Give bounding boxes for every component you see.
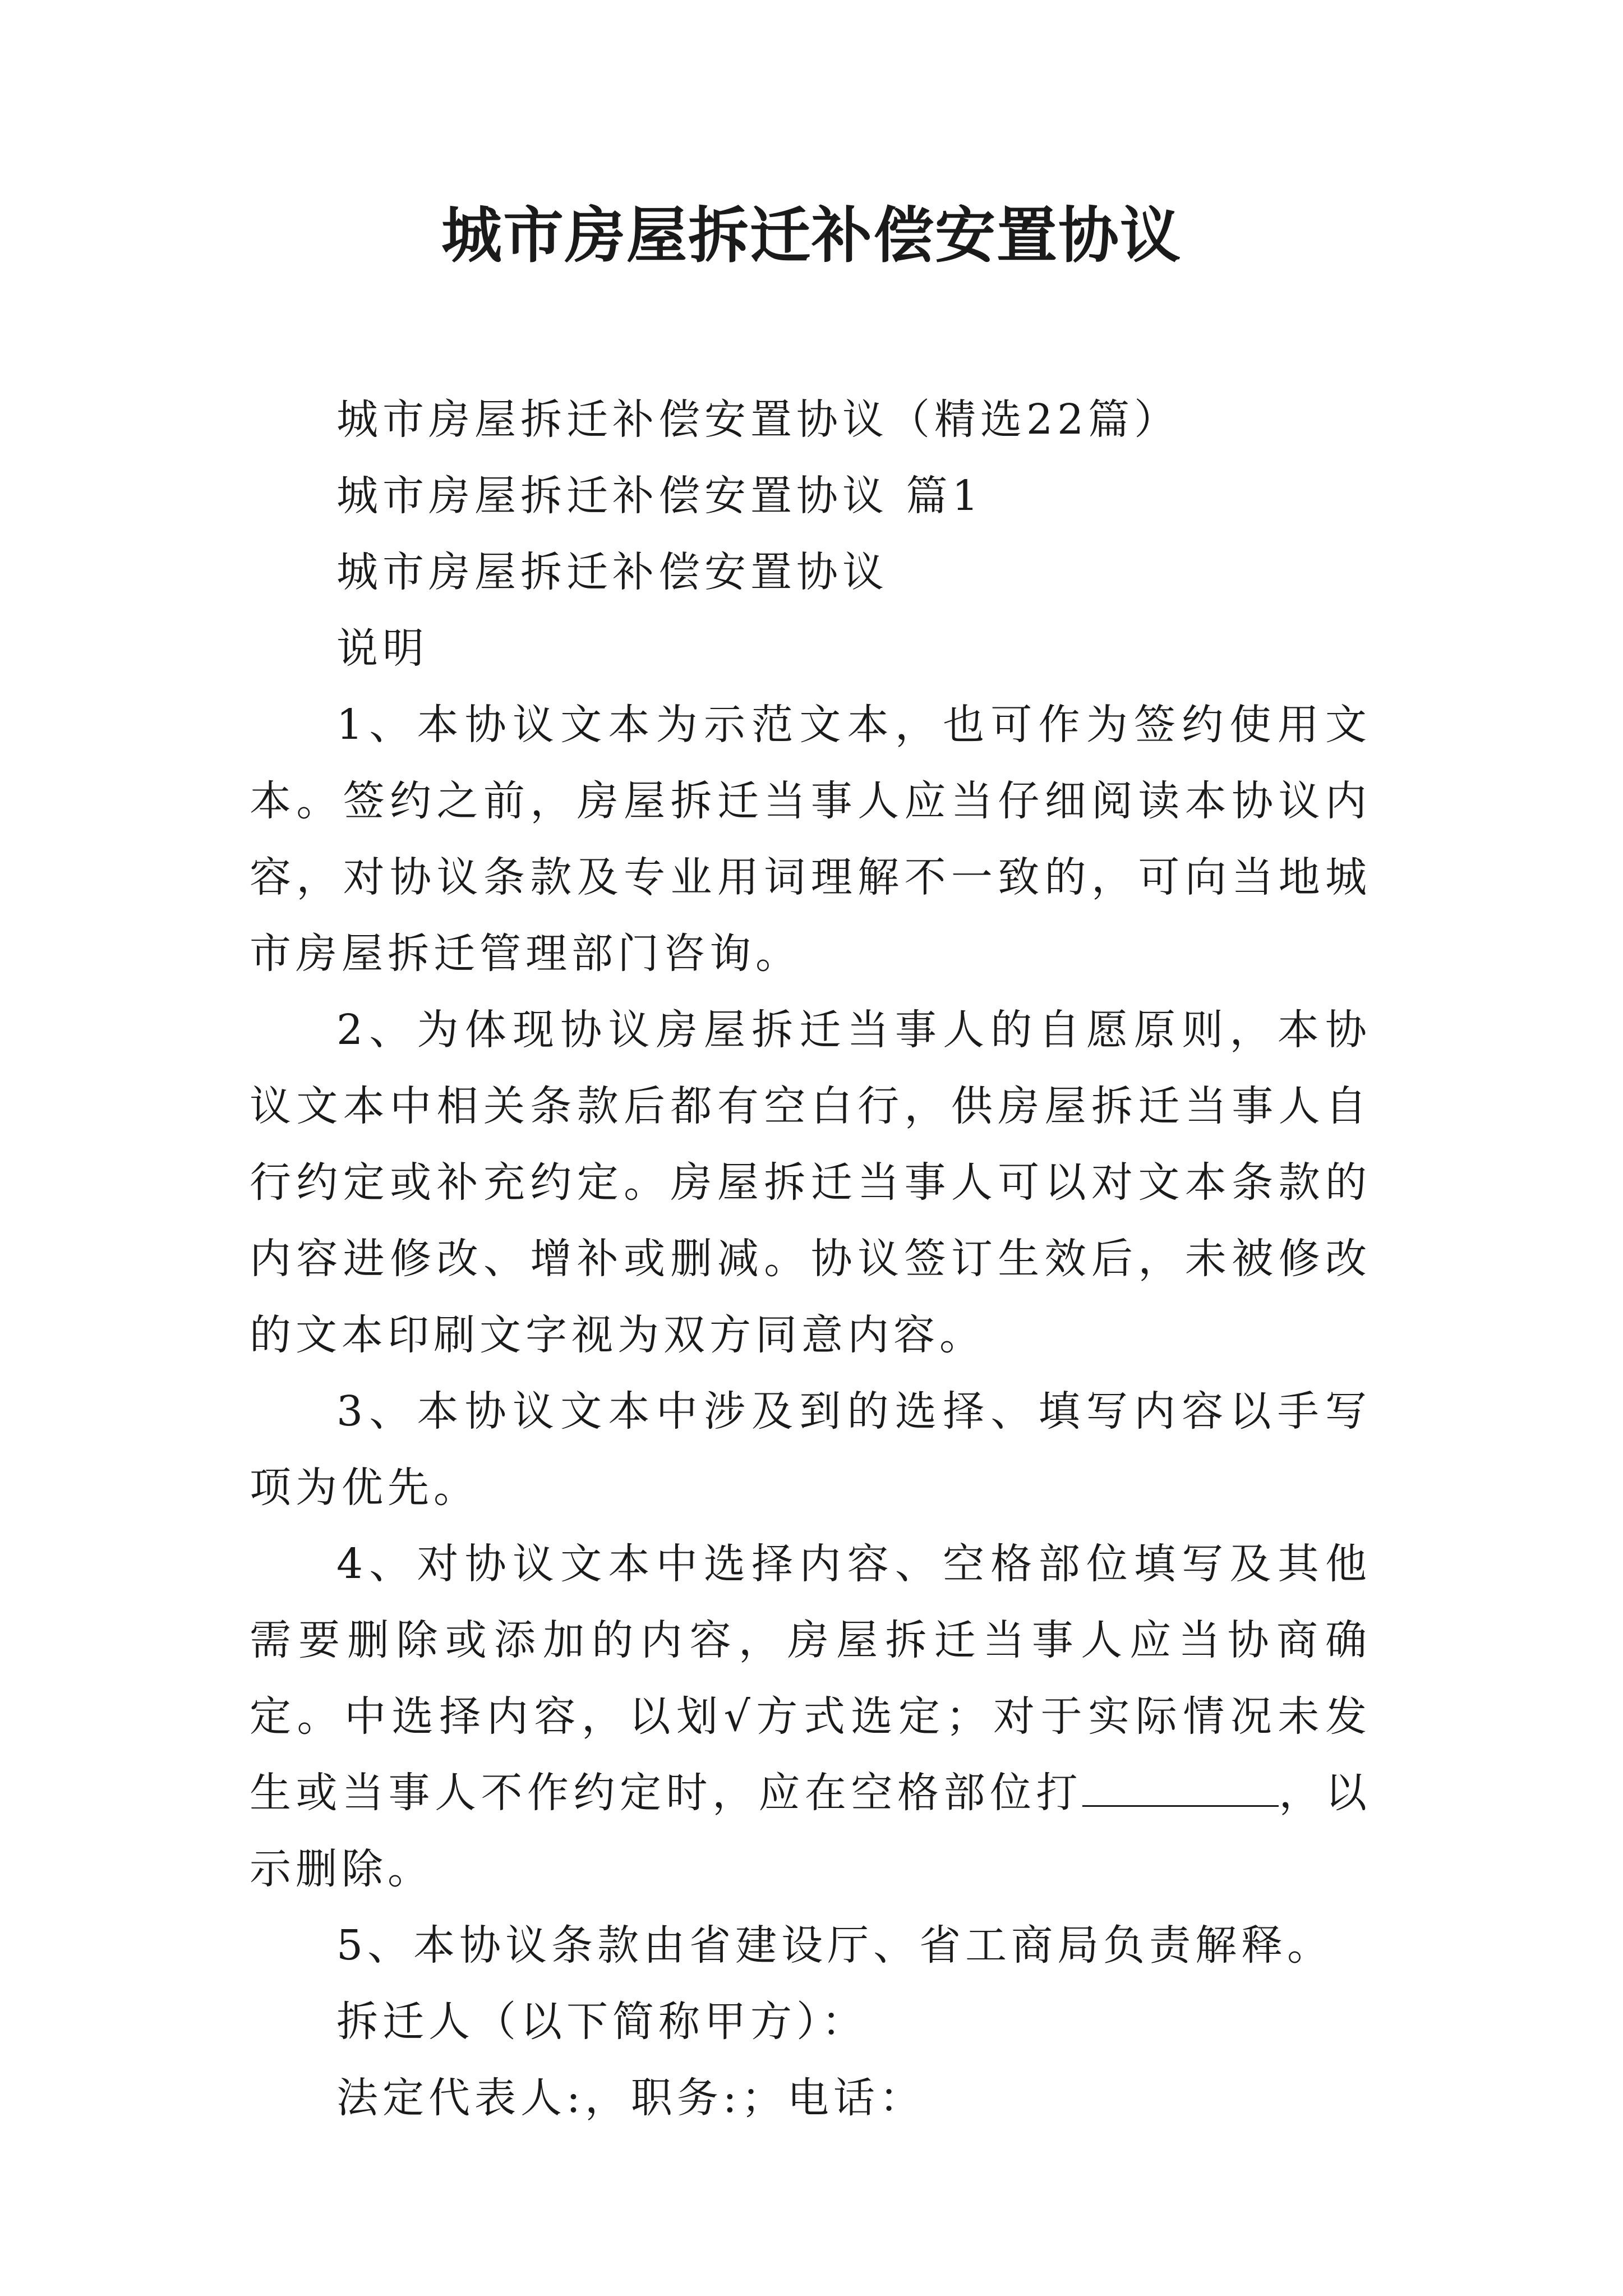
note-item-4-text-b: ，以示删除。 xyxy=(250,1769,1371,1893)
note-item-4-text-a: 4、对协议文本中选择内容、空格部位填写及其他需要删除或添加的内容，房屋拆迁当事人应当协商确定。中选择内容，以划√方式选定；对于实际情况未发生或当事人不作约定时，应在空格部位打 xyxy=(250,1540,1371,1817)
part-heading: 城市房屋拆迁补偿安置协议 篇1 xyxy=(336,472,983,520)
doc-heading: 城市房屋拆迁补偿安置协议 xyxy=(336,548,888,596)
collection-heading: 城市房屋拆迁补偿安置协议（精选22篇） xyxy=(336,395,1181,444)
note-item-4 xyxy=(250,1526,1371,1907)
note-item-1: 1、本协议文本为示范文本，也可作为签约使用文本。签约之前，房屋拆迁当事人应当仔细阅读本协议内容，对协议条款及专业用词理解不一致的，可向当地城市房屋拆迁管理部门咨询。 xyxy=(250,701,1371,978)
notes-heading: 说明 xyxy=(336,624,428,673)
party-a-line: 拆迁人（以下简称甲方）： xyxy=(336,1998,868,2046)
note-item-3: 3、本协议文本中涉及到的选择、填写内容以手写项为优先。 xyxy=(250,1387,1371,1512)
document-body xyxy=(250,381,1371,2136)
representative-line: 法定代表人:，职务:；电话： xyxy=(336,2074,925,2122)
fill-in-blank-line xyxy=(1082,1772,1279,1807)
note-item-5: 5、本协议条款由省建设厅、省工商局负责解释。 xyxy=(336,1921,1334,1970)
note-item-2: 2、为体现协议房屋拆迁当事人的自愿原则，本协议文本中相关条款后都有空白行，供房屋拆迁当事人自行约定或补充约定。房屋拆迁当事人可以对文本条款的内容进修改、增补或删减。协议签订生效后，未被修改的文本印刷文字视为双方同意内容。 xyxy=(250,1006,1371,1359)
document-title: 城市房屋拆迁补偿安置协议 xyxy=(441,200,1182,271)
